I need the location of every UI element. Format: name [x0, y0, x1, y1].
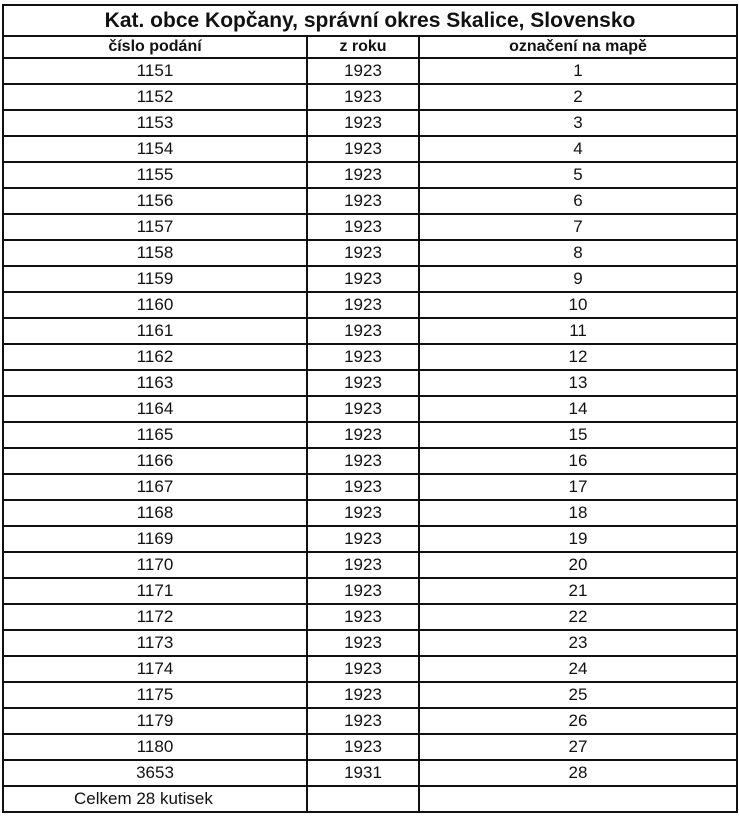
cislo-podani-cell: 1167: [3, 474, 307, 500]
total-map-cell: [419, 786, 737, 812]
oznaceni-na-mape-cell: 11: [419, 318, 737, 344]
cislo-podani-cell: 1151: [3, 58, 307, 84]
oznaceni-na-mape-cell: 14: [419, 396, 737, 422]
cislo-podani-cell: 1160: [3, 292, 307, 318]
oznaceni-na-mape-cell: 5: [419, 162, 737, 188]
z-roku-cell: 1923: [307, 370, 419, 396]
oznaceni-na-mape-cell: 4: [419, 136, 737, 162]
oznaceni-na-mape-cell: 26: [419, 708, 737, 734]
z-roku-cell: 1923: [307, 630, 419, 656]
cislo-podani-cell: 1159: [3, 266, 307, 292]
table-row: [3, 318, 737, 344]
cislo-podani-cell: 1179: [3, 708, 307, 734]
z-roku-cell: 1923: [307, 110, 419, 136]
table-row: [3, 84, 737, 110]
cislo-podani-cell: 1165: [3, 422, 307, 448]
oznaceni-na-mape-cell: 24: [419, 656, 737, 682]
cislo-podani-cell: 1169: [3, 526, 307, 552]
cislo-podani-cell: 1164: [3, 396, 307, 422]
z-roku-cell: 1923: [307, 58, 419, 84]
z-roku-cell: 1923: [307, 162, 419, 188]
oznaceni-na-mape-cell: 22: [419, 604, 737, 630]
table-row: [3, 162, 737, 188]
cislo-podani-cell: 1154: [3, 136, 307, 162]
table-row: [3, 188, 737, 214]
table-row: [3, 682, 737, 708]
cislo-podani-cell: 1163: [3, 370, 307, 396]
cislo-podani-cell: 1174: [3, 656, 307, 682]
z-roku-cell: 1923: [307, 526, 419, 552]
oznaceni-na-mape-cell: 17: [419, 474, 737, 500]
cislo-podani-cell: 1155: [3, 162, 307, 188]
table-row: [3, 136, 737, 162]
z-roku-cell: 1923: [307, 84, 419, 110]
z-roku-cell: 1923: [307, 214, 419, 240]
oznaceni-na-mape-cell: 2: [419, 84, 737, 110]
cislo-podani-cell: 1173: [3, 630, 307, 656]
header-row: [3, 36, 737, 58]
table-row: [3, 760, 737, 786]
oznaceni-na-mape-cell: 16: [419, 448, 737, 474]
z-roku-cell: 1923: [307, 656, 419, 682]
cislo-podani-cell: 1161: [3, 318, 307, 344]
z-roku-cell: 1923: [307, 318, 419, 344]
oznaceni-na-mape-cell: 13: [419, 370, 737, 396]
table-row: [3, 214, 737, 240]
table-row: [3, 448, 737, 474]
table-row: [3, 110, 737, 136]
cislo-podani-cell: 1156: [3, 188, 307, 214]
parcel-table: [2, 4, 738, 813]
table-body: [3, 58, 737, 786]
z-roku-cell: 1923: [307, 500, 419, 526]
oznaceni-na-mape-cell: 20: [419, 552, 737, 578]
column-header-z-roku: z roku: [307, 36, 419, 58]
table-row: [3, 552, 737, 578]
table-row: [3, 500, 737, 526]
oznaceni-na-mape-cell: 3: [419, 110, 737, 136]
cislo-podani-cell: 1170: [3, 552, 307, 578]
oznaceni-na-mape-cell: 25: [419, 682, 737, 708]
cislo-podani-cell: 1166: [3, 448, 307, 474]
table-row: [3, 604, 737, 630]
table-row: [3, 422, 737, 448]
cislo-podani-cell: 1158: [3, 240, 307, 266]
z-roku-cell: 1923: [307, 474, 419, 500]
cislo-podani-cell: 1168: [3, 500, 307, 526]
z-roku-cell: 1923: [307, 708, 419, 734]
oznaceni-na-mape-cell: 21: [419, 578, 737, 604]
table-row: [3, 656, 737, 682]
table-title: Kat. obce Kopčany, správní okres Skalice, Slovensko: [3, 5, 737, 36]
total-label: Celkem 28 kutisek: [3, 786, 307, 812]
table-row: [3, 474, 737, 500]
total-year-cell: [307, 786, 419, 812]
z-roku-cell: 1923: [307, 422, 419, 448]
table-row: [3, 708, 737, 734]
cislo-podani-cell: 1153: [3, 110, 307, 136]
oznaceni-na-mape-cell: 23: [419, 630, 737, 656]
cislo-podani-cell: 1172: [3, 604, 307, 630]
table-row: [3, 578, 737, 604]
oznaceni-na-mape-cell: 19: [419, 526, 737, 552]
z-roku-cell: 1923: [307, 396, 419, 422]
oznaceni-na-mape-cell: 1: [419, 58, 737, 84]
column-header-oznaceni-na-mape: označení na mapě: [419, 36, 737, 58]
total-row: [3, 786, 737, 812]
cislo-podani-cell: 1180: [3, 734, 307, 760]
table-row: [3, 526, 737, 552]
cislo-podani-cell: 1175: [3, 682, 307, 708]
cislo-podani-cell: 1157: [3, 214, 307, 240]
oznaceni-na-mape-cell: 7: [419, 214, 737, 240]
z-roku-cell: 1923: [307, 292, 419, 318]
oznaceni-na-mape-cell: 9: [419, 266, 737, 292]
table-row: [3, 370, 737, 396]
oznaceni-na-mape-cell: 12: [419, 344, 737, 370]
cislo-podani-cell: 3653: [3, 760, 307, 786]
z-roku-cell: 1923: [307, 734, 419, 760]
table-row: [3, 734, 737, 760]
z-roku-cell: 1923: [307, 240, 419, 266]
oznaceni-na-mape-cell: 15: [419, 422, 737, 448]
cislo-podani-cell: 1171: [3, 578, 307, 604]
z-roku-cell: 1923: [307, 604, 419, 630]
z-roku-cell: 1923: [307, 188, 419, 214]
oznaceni-na-mape-cell: 27: [419, 734, 737, 760]
table-row: [3, 58, 737, 84]
z-roku-cell: 1923: [307, 578, 419, 604]
z-roku-cell: 1923: [307, 136, 419, 162]
z-roku-cell: 1923: [307, 266, 419, 292]
cislo-podani-cell: 1162: [3, 344, 307, 370]
table-row: [3, 266, 737, 292]
cislo-podani-cell: 1152: [3, 84, 307, 110]
oznaceni-na-mape-cell: 18: [419, 500, 737, 526]
table-row: [3, 396, 737, 422]
column-header-cislo-podani: číslo podání: [3, 36, 307, 58]
z-roku-cell: 1923: [307, 682, 419, 708]
title-row: [3, 5, 737, 36]
oznaceni-na-mape-cell: 10: [419, 292, 737, 318]
oznaceni-na-mape-cell: 28: [419, 760, 737, 786]
table-row: [3, 240, 737, 266]
table-row: [3, 630, 737, 656]
z-roku-cell: 1923: [307, 552, 419, 578]
table-row: [3, 344, 737, 370]
z-roku-cell: 1923: [307, 344, 419, 370]
table-row: [3, 292, 737, 318]
oznaceni-na-mape-cell: 8: [419, 240, 737, 266]
document-page: [2, 4, 738, 813]
z-roku-cell: 1931: [307, 760, 419, 786]
z-roku-cell: 1923: [307, 448, 419, 474]
oznaceni-na-mape-cell: 6: [419, 188, 737, 214]
